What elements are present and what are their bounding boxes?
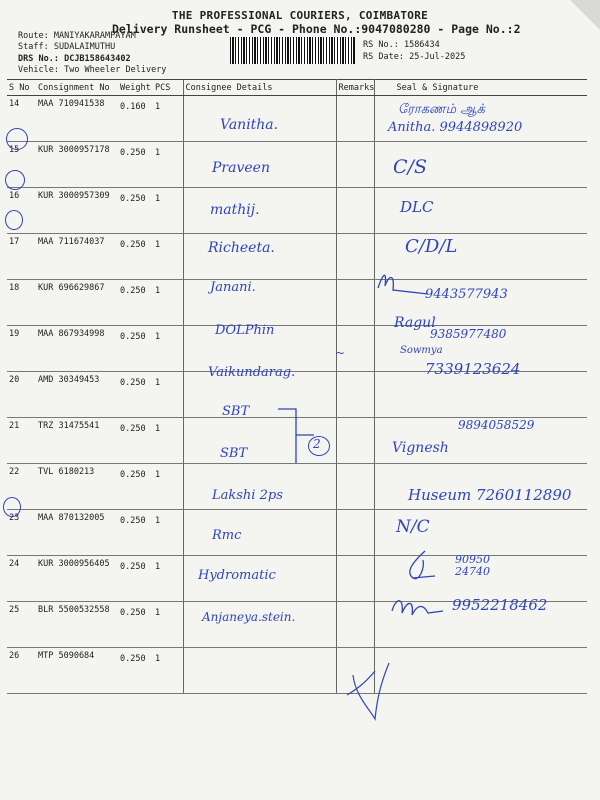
cell-remarks <box>336 418 374 464</box>
cell-sno: 18 <box>7 280 36 326</box>
cell-pcs: 1 <box>153 234 183 280</box>
col-sno: S No <box>7 80 36 96</box>
cell-pcs: 1 <box>153 556 183 602</box>
hw-seal-row14-top: ரோகணம் ஆக் <box>398 102 485 117</box>
cell-weight: 0.250 <box>118 280 153 326</box>
cell-remarks <box>336 96 374 142</box>
hw-consignee: Praveen <box>212 160 270 176</box>
cell-consignment: KUR 3000956405 <box>36 556 118 602</box>
cell-sno: 17 <box>7 234 36 280</box>
hw-consignee: Hydromatic <box>198 568 276 583</box>
vehicle-value: Two Wheeler Delivery <box>64 65 167 75</box>
cell-weight: 0.250 <box>118 602 153 648</box>
rs-date-line <box>363 52 465 62</box>
cell-remarks <box>336 142 374 188</box>
hw-seal-row17: C/D/L <box>405 236 458 257</box>
cell-consignment: KUR 696629867 <box>36 280 118 326</box>
hw-signature-row25 <box>395 548 445 588</box>
sno-circle <box>3 497 21 517</box>
hw-signature-row18 <box>373 268 433 298</box>
route-line <box>18 31 136 41</box>
cell-pcs: 1 <box>153 96 183 142</box>
cell-remarks <box>336 280 374 326</box>
cell-sno: 16 <box>7 188 36 234</box>
cell-pcs: 1 <box>153 602 183 648</box>
cell-pcs: 1 <box>153 280 183 326</box>
hw-seal-row26: 9952218462 <box>452 596 548 614</box>
hw-seal-row20-name: Sowmya <box>400 345 443 356</box>
cell-weight: 0.250 <box>118 372 153 418</box>
cell-pcs: 1 <box>153 188 183 234</box>
col-consignment: Consignment No <box>36 80 118 96</box>
cell-consignee <box>183 510 336 556</box>
cell-sno: 20 <box>7 372 36 418</box>
cell-sno: 24 <box>7 556 36 602</box>
cell-sno: 22 <box>7 464 36 510</box>
cell-pcs: 1 <box>153 510 183 556</box>
hw-seal-row19-phone: 9385977480 <box>430 327 507 341</box>
cell-weight: 0.250 <box>118 418 153 464</box>
barcode <box>230 37 355 64</box>
col-remarks: Remarks <box>336 80 374 96</box>
hw-consignee: SBT <box>220 446 248 461</box>
cell-sno: 25 <box>7 602 36 648</box>
cell-sno: 15 <box>7 142 36 188</box>
cell-consignment: TRZ 31475541 <box>36 418 118 464</box>
table-row <box>7 188 587 234</box>
col-consignee: Consignee Details <box>183 80 336 96</box>
cell-weight: 0.250 <box>118 464 153 510</box>
col-seal: Seal & Signature <box>374 80 587 96</box>
sno-circle <box>5 210 23 230</box>
cell-consignee <box>183 280 336 326</box>
cell-consignee <box>183 602 336 648</box>
cell-pcs: 1 <box>153 418 183 464</box>
staff-value: SUDALAIMUTHU <box>53 42 116 52</box>
table-row <box>7 142 587 188</box>
rs-no-line <box>363 40 440 50</box>
cell-consignment: AMD 30349453 <box>36 372 118 418</box>
cell-consignment: MAA 870132005 <box>36 510 118 556</box>
cell-sno: 14 <box>7 96 36 142</box>
cell-weight: 0.250 <box>118 648 153 694</box>
hw-seal-row23: Huseum 7260112890 <box>408 486 572 504</box>
hw-consignee: Lakshi 2ps <box>212 488 283 503</box>
cell-sno: 19 <box>7 326 36 372</box>
cell-seal <box>374 648 587 694</box>
cell-weight: 0.250 <box>118 510 153 556</box>
hw-consignee: Rmc <box>212 528 242 543</box>
route-label: Route: <box>18 31 49 41</box>
hw-seal-row20-phone: 7339123624 <box>425 360 521 378</box>
hw-tick: ~ <box>335 346 346 360</box>
cell-consignment: BLR 5500532558 <box>36 602 118 648</box>
hw-signature-row26 <box>388 593 448 623</box>
hw-seal-row16: DLC <box>400 198 434 216</box>
cell-weight: 0.250 <box>118 142 153 188</box>
hw-consignee: Richeeta. <box>208 240 275 256</box>
hw-seal-row19-name: Ragul <box>394 315 436 331</box>
cell-pcs: 1 <box>153 372 183 418</box>
cell-remarks <box>336 234 374 280</box>
sno-circle <box>6 128 28 150</box>
drs-label: DRS No.: <box>18 54 59 64</box>
hw-seal-row22-phone: 9894058529 <box>458 418 535 432</box>
drs-value: DCJB158643402 <box>64 54 131 64</box>
rs-no-label: RS No.: <box>363 40 399 50</box>
hw-seal-row22-name: Vignesh <box>392 440 449 456</box>
rs-no-value: 1586434 <box>403 40 440 50</box>
hw-bottom-scribble <box>345 655 405 725</box>
cell-sno: 26 <box>7 648 36 694</box>
staff-label: Staff: <box>18 42 49 52</box>
document-title: THE PROFESSIONAL COURIERS, COIMBATORE <box>171 9 429 22</box>
vehicle-line <box>18 65 166 75</box>
cell-consignment: MAA 710941538 <box>36 96 118 142</box>
table-row <box>7 234 587 280</box>
cell-weight: 0.160 <box>118 96 153 142</box>
hw-consignee: Janani. <box>210 280 256 295</box>
hw-consignee: Anjaneya.stein. <box>202 610 296 624</box>
cell-consignment: TVL 6180213 <box>36 464 118 510</box>
rs-date-label: RS Date: <box>363 52 404 62</box>
hw-group-bracket <box>270 405 330 465</box>
drs-line <box>18 54 131 64</box>
hw-group-mark: 2 <box>313 437 321 451</box>
hw-seal-row14-bottom: Anitha. 9944898920 <box>388 120 523 135</box>
hw-seal-row15: C/S <box>393 156 427 178</box>
cell-consignment: MTP 5090684 <box>36 648 118 694</box>
cell-sno: 23 <box>7 510 36 556</box>
cell-seal <box>374 372 587 418</box>
cell-pcs: 1 <box>153 648 183 694</box>
hw-consignee: SBT <box>222 404 250 419</box>
cell-consignment: MAA 867934998 <box>36 326 118 372</box>
route-value: MANIYAKARAMPAYAM <box>53 31 136 41</box>
document-subtitle: Delivery Runsheet - PCG - Phone No.:9047080280 - Page No.:2 <box>112 22 521 36</box>
cell-consignment: KUR 3000957309 <box>36 188 118 234</box>
cell-consignment: KUR 3000957178 <box>36 142 118 188</box>
cell-remarks <box>336 372 374 418</box>
vehicle-label: Vehicle: <box>18 65 59 75</box>
cell-weight: 0.250 <box>118 556 153 602</box>
cell-consignee <box>183 648 336 694</box>
cell-remarks <box>336 188 374 234</box>
sno-circle <box>5 170 25 190</box>
hw-consignee: Vanitha. <box>220 117 279 133</box>
cell-consignment: MAA 711674037 <box>36 234 118 280</box>
table-row <box>7 648 587 694</box>
cell-pcs: 1 <box>153 464 183 510</box>
hw-consignee: Vaikundarag. <box>208 365 296 380</box>
cell-remarks <box>336 556 374 602</box>
rs-date-value: 25-Jul-2025 <box>409 52 466 62</box>
cell-weight: 0.250 <box>118 188 153 234</box>
cell-sno: 21 <box>7 418 36 464</box>
hw-consignee: mathij. <box>210 202 260 218</box>
hw-seal-row24: N/C <box>396 517 430 537</box>
hw-consignee: DOLPhin <box>215 323 275 338</box>
staff-line <box>18 42 115 52</box>
cell-pcs: 1 <box>153 142 183 188</box>
cell-weight: 0.250 <box>118 234 153 280</box>
table-row <box>7 510 587 556</box>
hw-seal-row18-phone: 9443577943 <box>425 287 508 302</box>
cell-remarks <box>336 510 374 556</box>
table-header-row <box>7 80 587 96</box>
col-weight: Weight <box>118 80 153 96</box>
hw-seal-row25-phone: 90950 24740 <box>455 553 490 578</box>
cell-weight: 0.250 <box>118 326 153 372</box>
cell-remarks <box>336 602 374 648</box>
col-pcs: PCS <box>153 80 183 96</box>
cell-pcs: 1 <box>153 326 183 372</box>
cell-remarks <box>336 464 374 510</box>
